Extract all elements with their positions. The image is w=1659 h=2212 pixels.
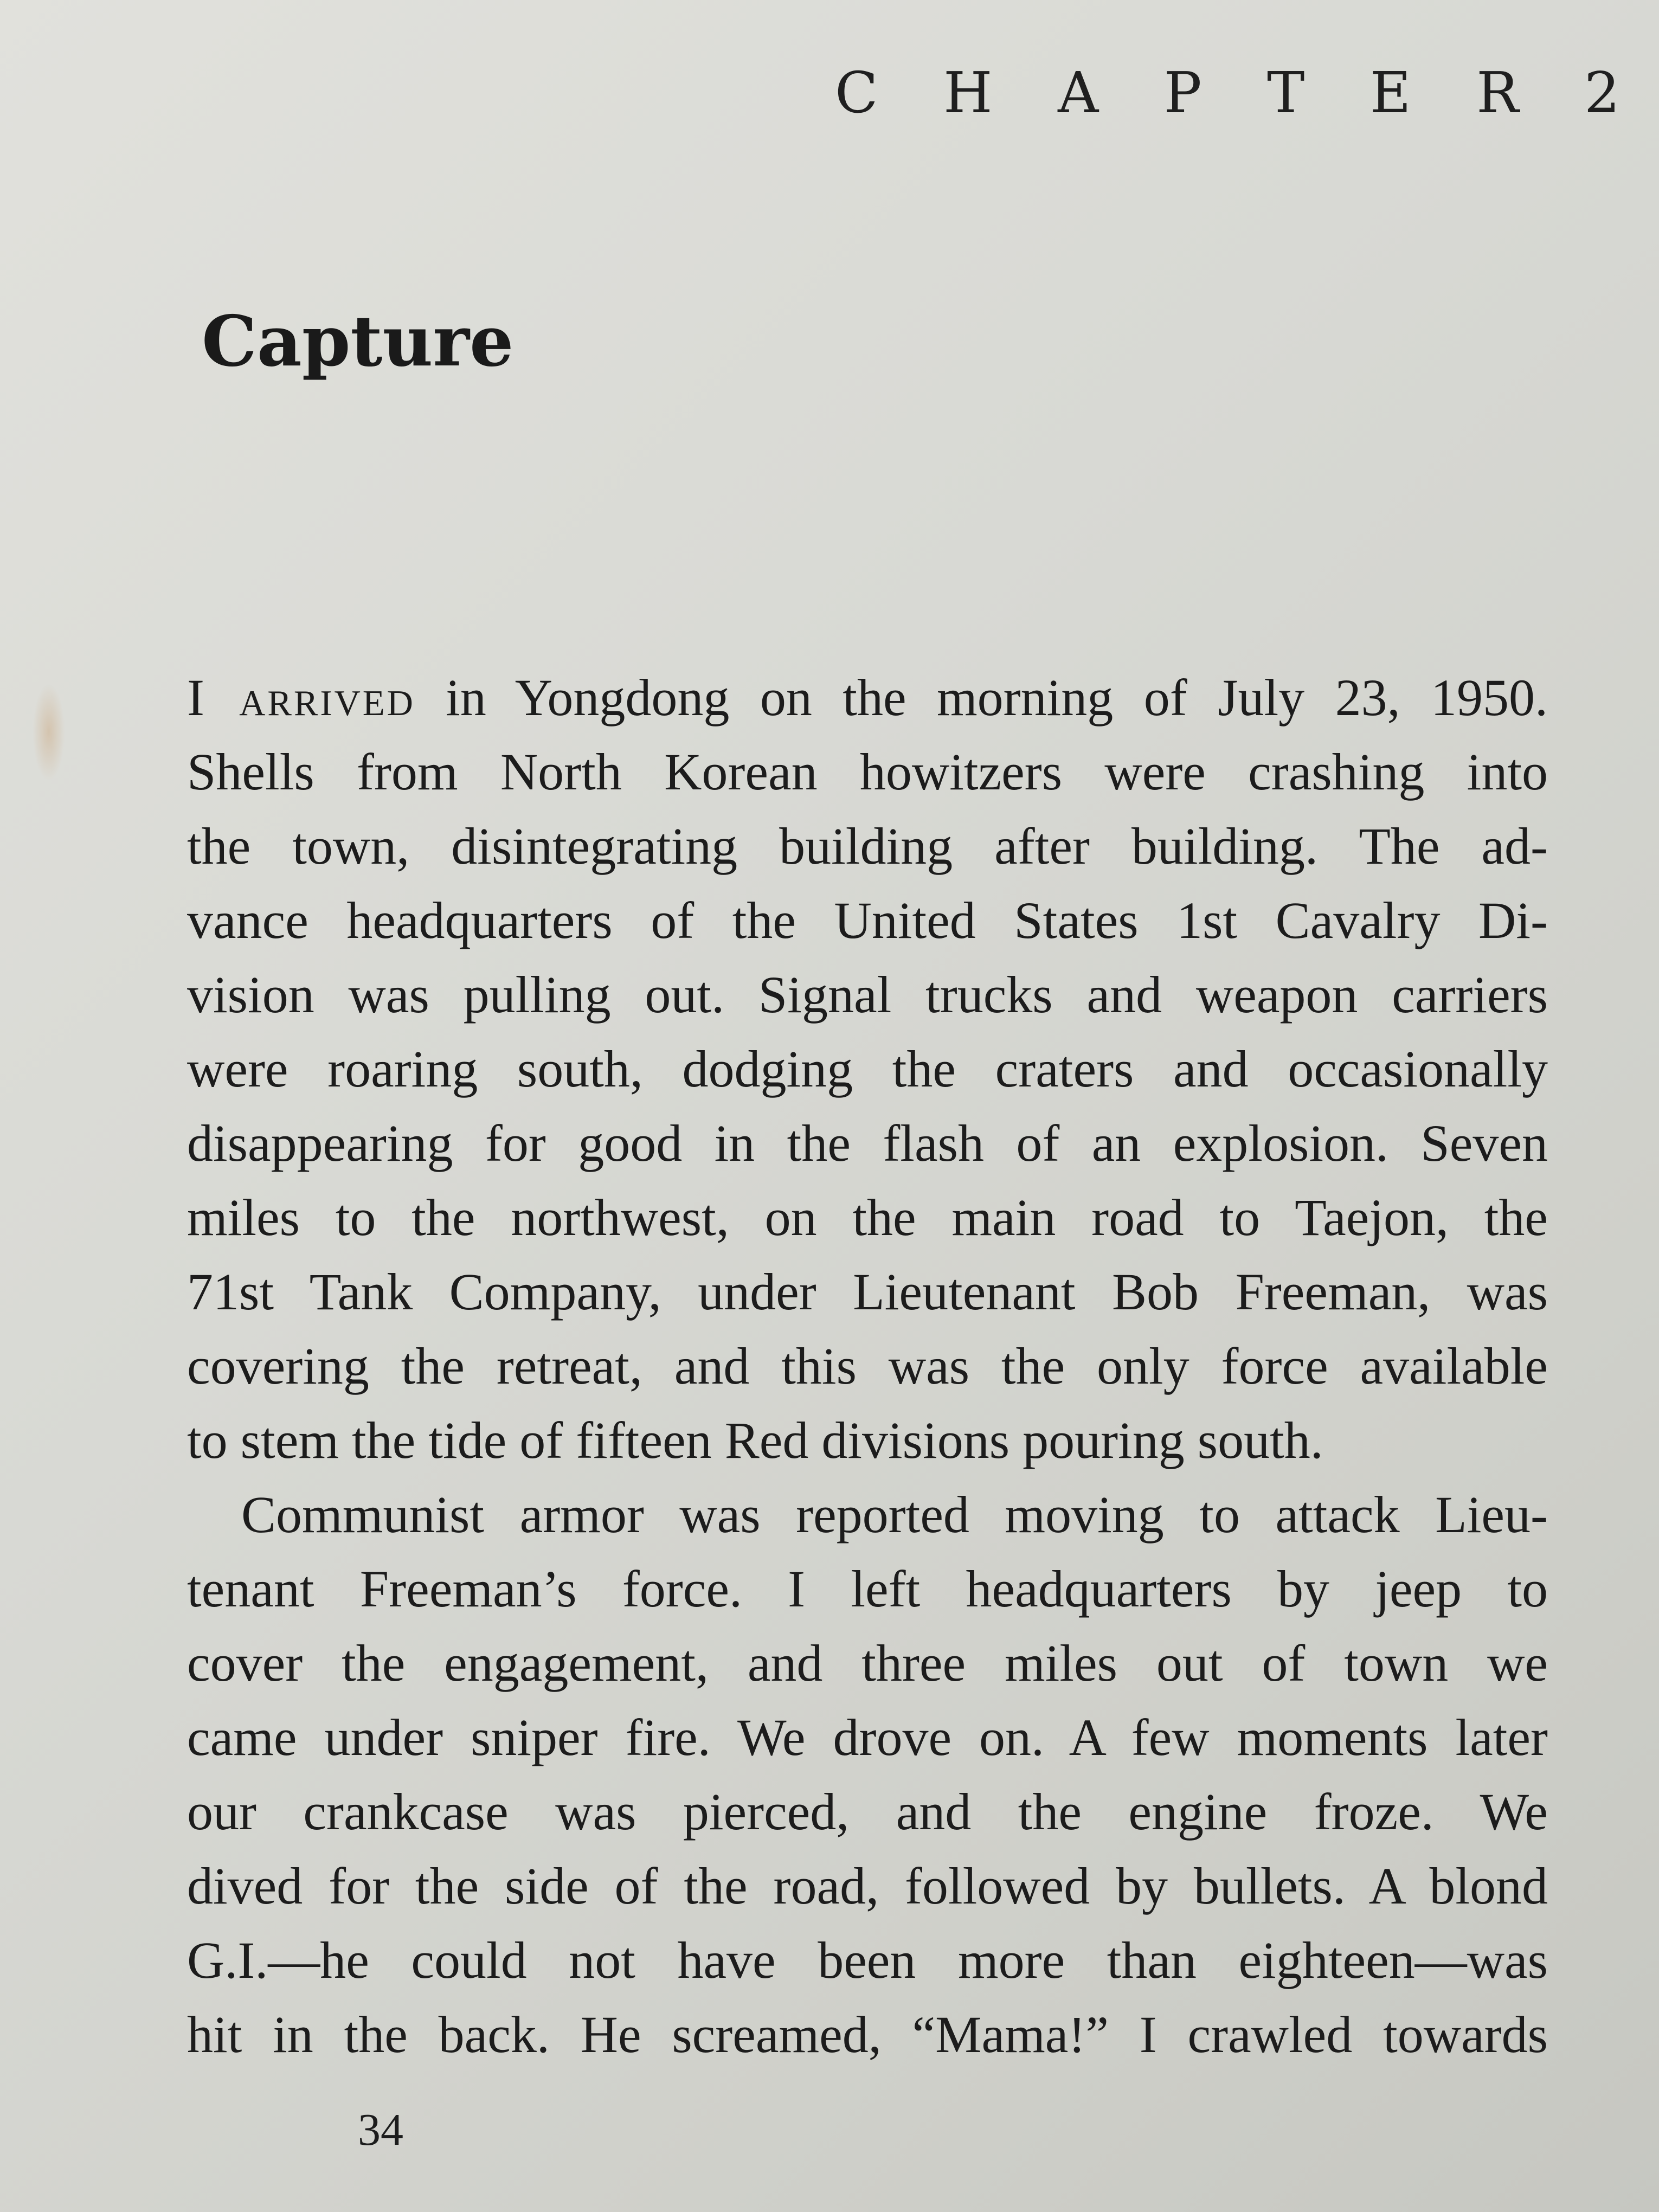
body-line-6: were roaring south, dodging the craters and occasionally	[187, 1040, 1548, 1098]
body-line-18: G.I.—he could not have been more than eighteen—was	[187, 1931, 1548, 1989]
chapter-title: Capture	[202, 301, 514, 382]
body-line-9: 71st Tank Company, under Lieutenant Bob Freeman, was	[187, 1263, 1548, 1321]
body-line-16: our crankcase was pierced, and the engine froze. We	[187, 1783, 1548, 1841]
body-line-4: vance headquarters of the United States 1st Cavalry Di-	[187, 891, 1548, 949]
body-line-17: dived for the side of the road, followed by bullets. A blond	[187, 1857, 1548, 1915]
body-line-1	[187, 660, 1548, 735]
body-line-12: Communist armor was reported moving to attack Lieu-	[241, 1486, 1548, 1544]
body-line-8: miles to the northwest, on the main road to Taejon, the	[187, 1188, 1548, 1246]
body-line-14: cover the engagement, and three miles out of town we	[187, 1634, 1548, 1692]
body-line-11: to stem the tide of fifteen Red divisions pouring south.	[187, 1411, 1323, 1469]
chapter-body-text	[187, 660, 1548, 2072]
page-number: 34	[358, 2105, 403, 2155]
chapter-label: C H A P T E R 2	[835, 60, 1644, 126]
body-line-13: tenant Freeman’s force. I left headquarters by jeep to	[187, 1560, 1548, 1618]
body-line-10: covering the retreat, and this was the only force available	[187, 1337, 1548, 1395]
body-line-7: disappearing for good in the flash of an explosion. Seven	[187, 1114, 1548, 1172]
body-line-3: the town, disintegrating building after building. The ad-	[187, 817, 1548, 875]
body-line-2: Shells from North Korean howitzers were crashing into	[187, 743, 1548, 801]
body-line-19: hit in the back. He screamed, “Mama!” I crawled towards	[187, 2005, 1548, 2063]
page-stain	[33, 683, 65, 781]
body-line-1-rest: in Yongdong on the morning of July 23, 1950.	[415, 668, 1548, 726]
body-line-5: vision was pulling out. Signal trucks and weapon carriers	[187, 966, 1548, 1024]
lead-in-small-caps: I arrived	[187, 668, 415, 726]
body-line-15: came under sniper fire. We drove on. A few moments later	[187, 1708, 1548, 1766]
